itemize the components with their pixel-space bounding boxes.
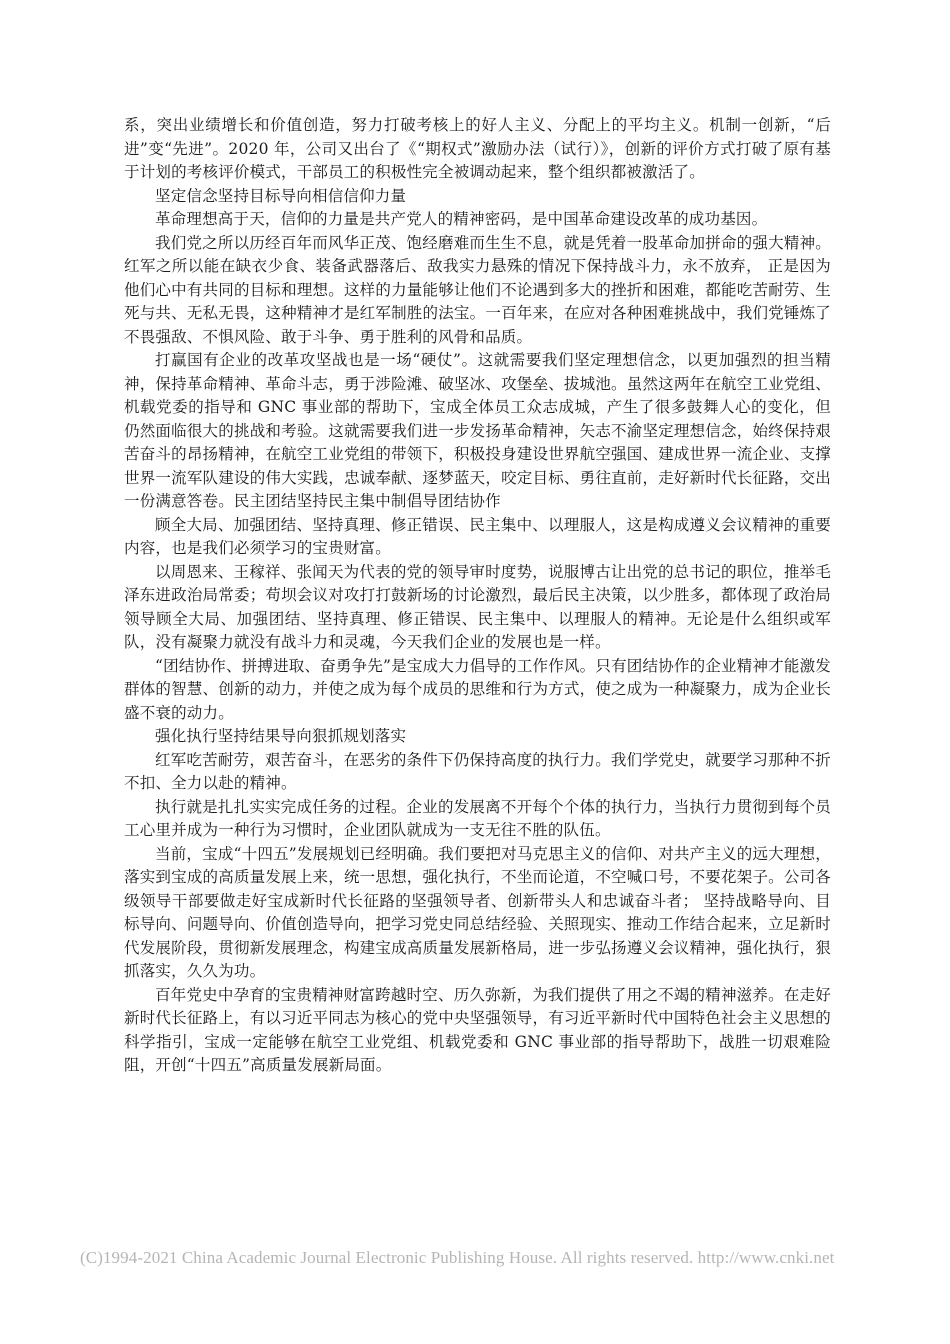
paragraph-12: 当前，宝成“十四五”发展规划已经明确。我们要把对马克思主义的信仰、对共产主义的远大理想，落实到宝成的高质量发展上来，统一思想，强化执行，不坐而论道，不空喊口号，不要花架子。公司各级领导干部要做走好宝成新时代长征路的坚强领导者、创新带头人和忠诚奋斗者； 坚持战略导向、目标导向、问题导向、价值创造导向，把学习党史同总结经验、关照现实、推动工作结合起来，立足新时代发展阶段，贯彻新发展理念，构建宝成高质量发展新格局，进一步弘扬遵义会议精神，强化执行，狠抓落实，久久为功。: [124, 844, 831, 980]
copyright-footer: (C)1994-2021 China Academic Journal Electronic Publishing House. All rights reserved. http://www.cnki.net: [80, 1248, 835, 1267]
paragraph-7: 以周恩来、王稼祥、张闻天为代表的党的领导审时度势，说服博古让出党的总书记的职位，推举毛泽东进政治局常委；苟坝会议对攻打打鼓新场的讨论激烈，最后民主决策，以少胜多，都体现了政治局领导顾全大局、加强团结、坚持真理、修正错误、民主集中、以理服人的精神。无论是什么组织或军队，没有凝聚力就没有战斗力和灵魂，今天我们企业的发展也是一样。: [124, 562, 831, 651]
paragraph-11: 执行就是扎扎实实完成任务的过程。企业的发展离不开每个个体的执行力，当执行力贯彻到每个员工心里并成为一种行为习惯时，企业团队就成为一支无往不胜的队伍。: [124, 797, 831, 839]
paragraph-3: 革命理想高于天，信仰的力量是共产党人的精神密码，是中国革命建设改革的成功基因。: [155, 210, 768, 228]
article-body: [124, 114, 831, 1078]
section-heading-faith: 坚定信念坚持目标导向相信信仰力量: [155, 186, 407, 205]
paragraph-10: 红军吃苦耐劳，艰苦奋斗，在恶劣的条件下仍保持高度的执行力。我们学党史，就要学习那种不折不扣、全力以赴的精神。: [124, 750, 831, 792]
paragraph-1: 系，突出业绩增长和价值创造，努力打破考核上的好人主义、分配上的平均主义。机制一创新，“后进”变“先进”。2020 年，公司又出台了《“期权式”激励办法（试行）》，创新的评价方式打破了原有基于计划的考核评价模式，干部员工的积极性完全被调动起来，整个组织都被激活了。: [124, 116, 831, 181]
paragraph-6: 顾全大局、加强团结、坚持真理、修正错误、民主集中、以理服人，这是构成遵义会议精神的重要内容，也是我们必须学习的宝贵财富。: [124, 515, 831, 557]
paragraph-5: 打赢国有企业的改革攻坚战也是一场“硬仗”。这就需要我们坚定理想信念，以更加强烈的担当精神，保持革命精神、革命斗志，勇于涉险滩、破坚冰、攻堡垒、拔城池。虽然这两年在航空工业党组、机载党委的指导和 GNC 事业部的帮助下，宝成全体员工众志成城，产生了很多鼓舞人心的变化，但仍然面临很大的挑战和考验。这就需要我们进一步发扬革命精神，矢志不渝坚定理想信念，始终保持艰苦奋斗的昂扬精神，在航空工业党组的带领下，积极投身建设世界航空强国、建成世界一流企业、支撑世界一流军队建设的伟大实践，忠诚奉献、逐梦蓝天，咬定目标、勇往直前，走好新时代长征路，交出一份满意答卷。民主团结坚持民主集中制倡导团结协作: [124, 351, 831, 510]
paragraph-4: 我们党之所以历经百年而风华正茂、饱经磨难而生生不息，就是凭着一股革命加拼命的强大精神。红军之所以能在缺衣少食、装备武器落后、敌我实力悬殊的情况下保持战斗力，永不放弃， 正是因为他们心中有共同的目标和理想。这样的力量能够让他们不论遇到多大的挫折和困难，都能吃苦耐劳、生死与共、无私无畏，这种精神才是红军制胜的法宝。一百年来，在应对各种困难挑战中，我们党锤炼了不畏强敌、不惧风险、敢于斗争、勇于胜利的风骨和品质。: [124, 233, 831, 346]
section-heading-execution: 强化执行坚持结果导向狠抓规划落实: [155, 727, 407, 745]
paragraph-13: 百年党史中孕育的宝贵精神财富跨越时空、历久弥新，为我们提供了用之不竭的精神滋养。在走好新时代长征路上，有以习近平同志为核心的党中央坚强领导，有习近平新时代中国特色社会主义思想的科学指引，宝成一定能够在航空工业党组、机载党委和 GNC 事业部的指导帮助下，战胜一切艰难险阻，开创“十四五”高质量发展新局面。: [124, 985, 831, 1074]
paragraph-8: “团结协作、拼搏进取、奋勇争先”是宝成大力倡导的工作作风。只有团结协作的企业精神才能激发群体的智慧、创新的动力，并使之成为每个成员的思维和行为方式，使之成为一种凝聚力，成为企业长盛不衰的动力。: [124, 656, 831, 722]
